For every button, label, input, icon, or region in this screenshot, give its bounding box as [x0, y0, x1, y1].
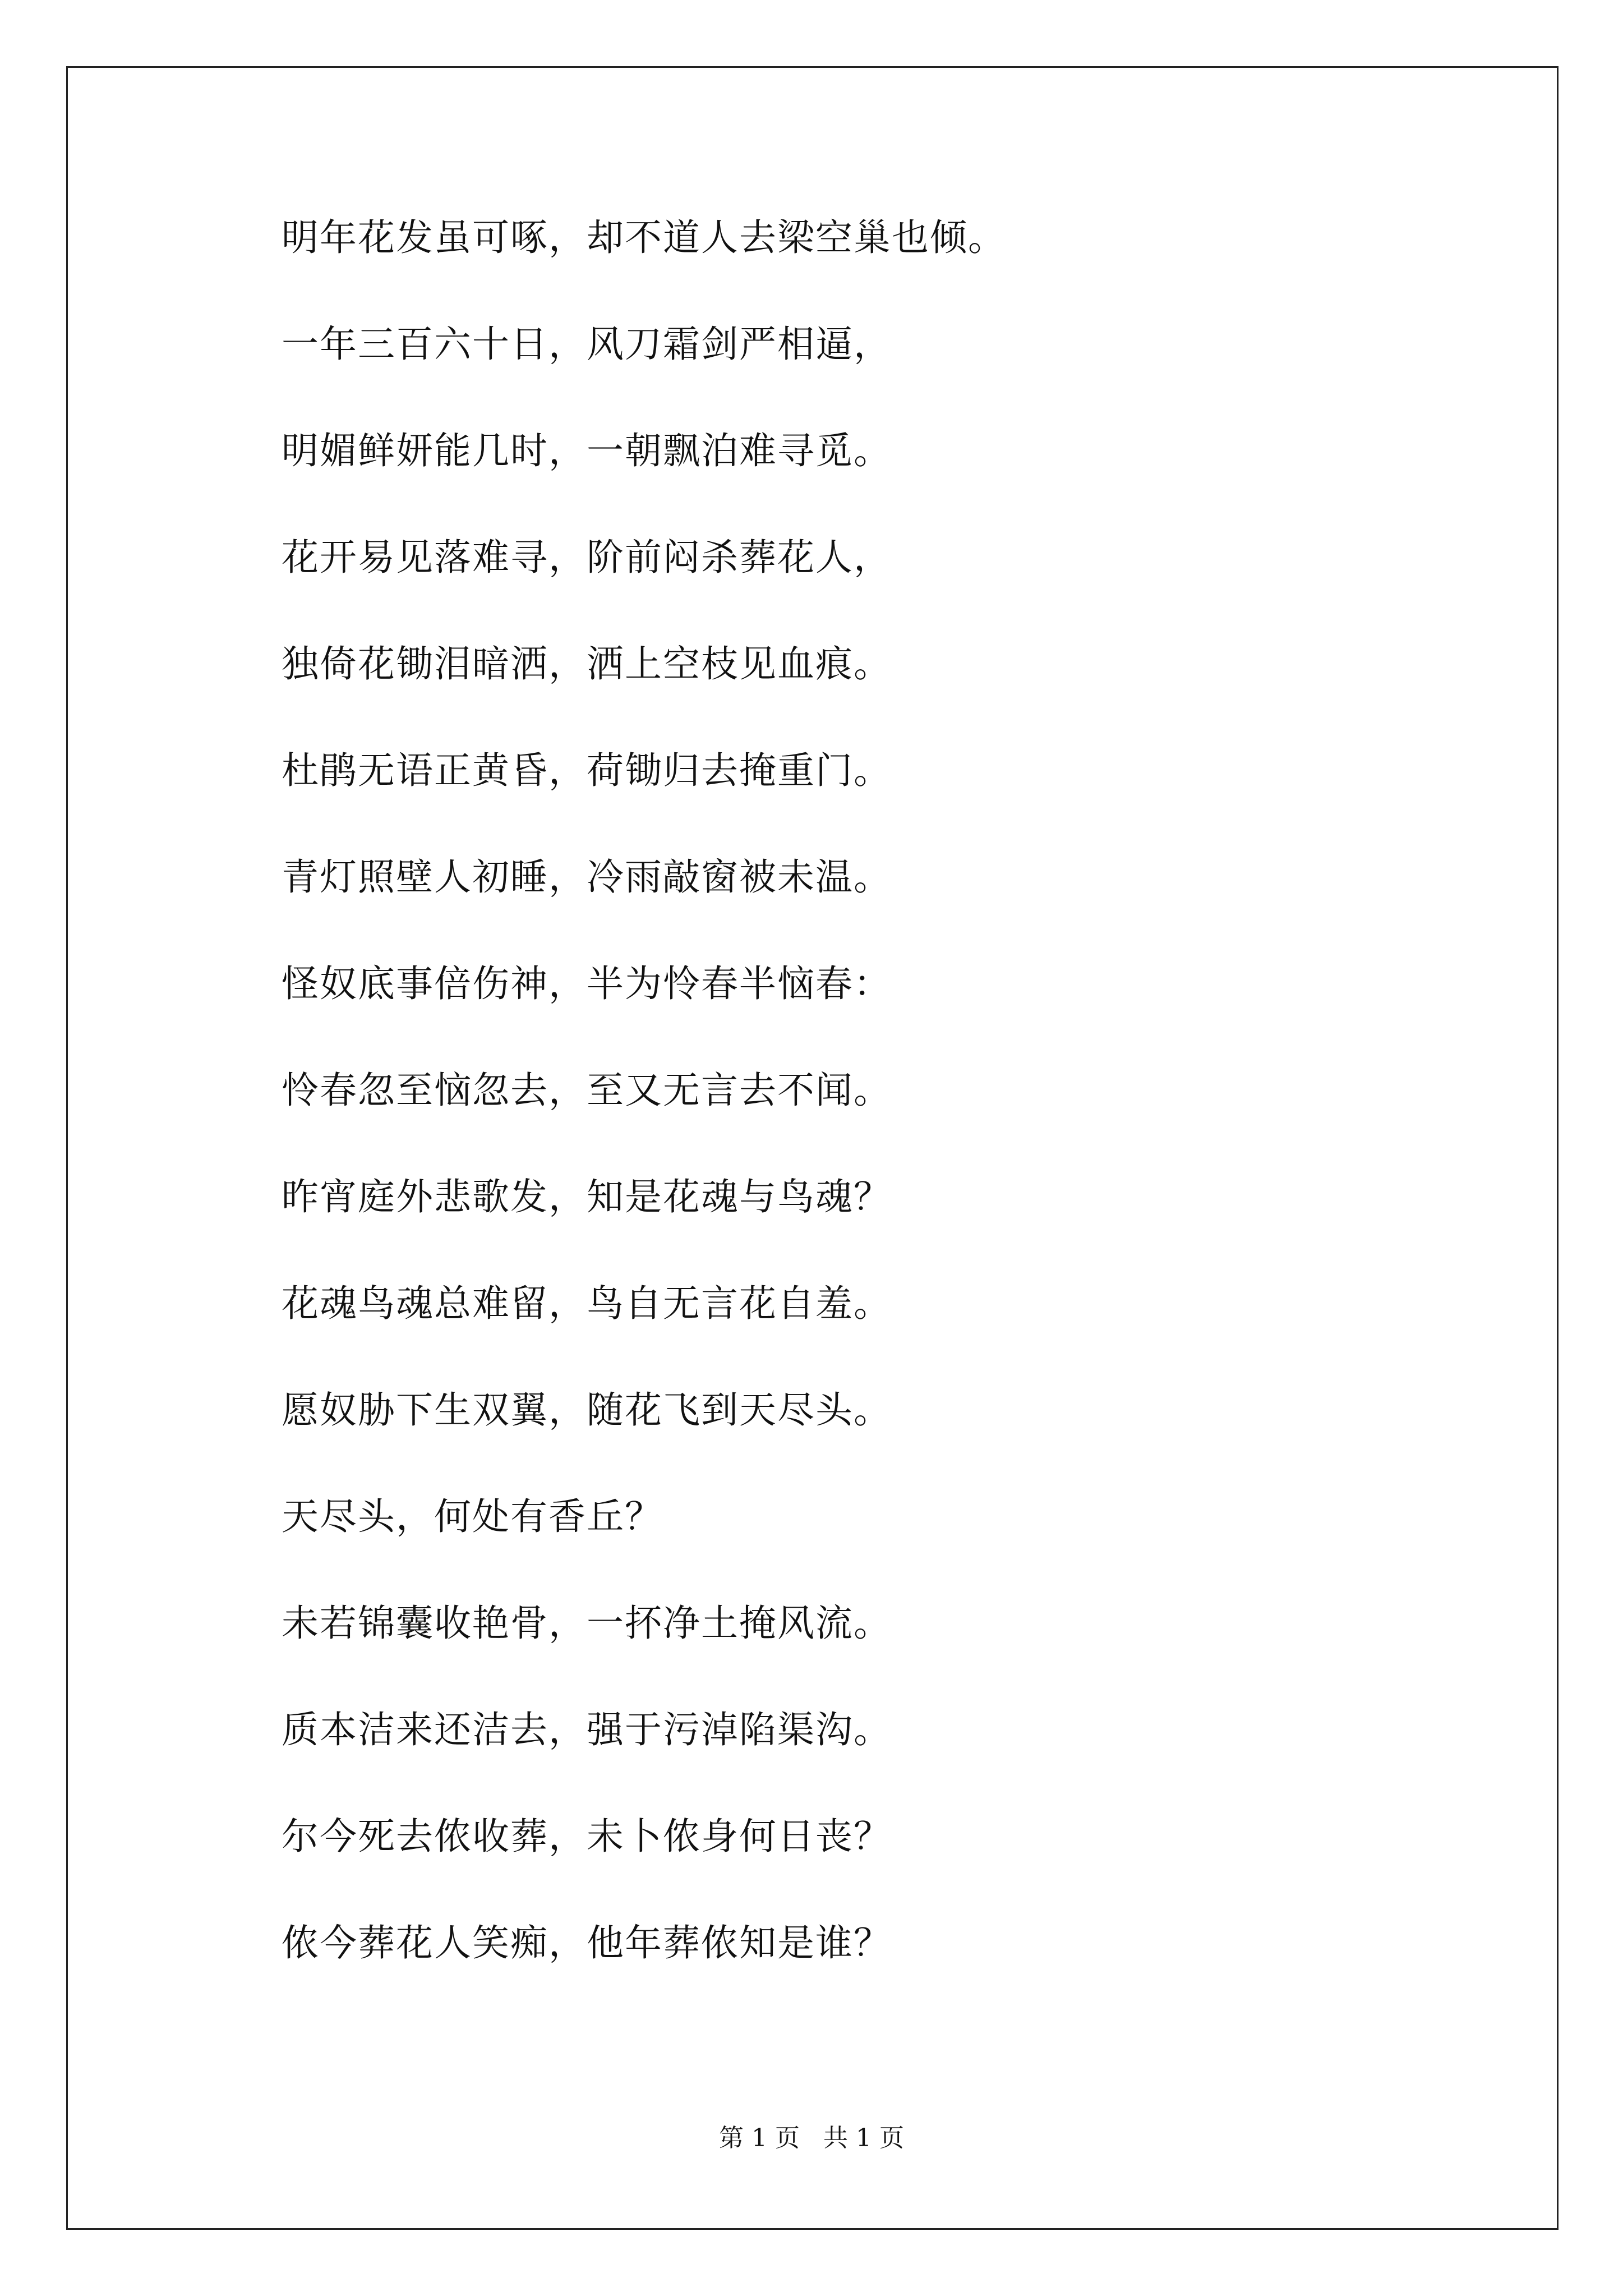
poem-line: 明媚鲜妍能几时，一朝飘泊难寻觅。	[282, 429, 892, 472]
poem-line: 杜鹃无语正黄昏，荷锄归去掩重门。	[282, 749, 892, 792]
poem-body	[282, 213, 1515, 2025]
poem-line: 花魂鸟魂总难留，鸟自无言花自羞。	[282, 1282, 892, 1325]
poem-line: 愿奴胁下生双翼，随花飞到天尽头。	[282, 1388, 892, 1432]
poem-line: 明年花发虽可啄，却不道人去梁空巢也倾。	[282, 216, 1006, 259]
poem-line: 天尽头，何处有香丘？	[282, 1495, 663, 1538]
poem-line: 侬今葬花人笑痴，他年葬侬知是谁？	[282, 1921, 892, 1964]
poem-line: 尔今死去侬收葬，未卜侬身何日丧？	[282, 1815, 892, 1858]
poem-line: 昨宵庭外悲歌发，知是花魂与鸟魂？	[282, 1175, 892, 1218]
poem-line: 花开易见落难寻，阶前闷杀葬花人，	[282, 536, 892, 579]
poem-line: 未若锦囊收艳骨，一抔净土掩风流。	[282, 1602, 892, 1645]
poem-line: 独倚花锄泪暗洒，洒上空枝见血痕。	[282, 642, 892, 685]
poem-line: 怜春忽至恼忽去，至又无言去不闻。	[282, 1069, 892, 1112]
poem-line: 质本洁来还洁去，强于污淖陷渠沟。	[282, 1708, 892, 1751]
poem-line: 青灯照壁人初睡，冷雨敲窗被未温。	[282, 855, 892, 899]
poem-line: 怪奴底事倍伤神，半为怜春半恼春：	[282, 962, 892, 1005]
poem-line: 一年三百六十日，风刀霜剑严相逼，	[282, 323, 892, 366]
page-number: 第 1 页 共 1 页	[719, 2124, 904, 2152]
